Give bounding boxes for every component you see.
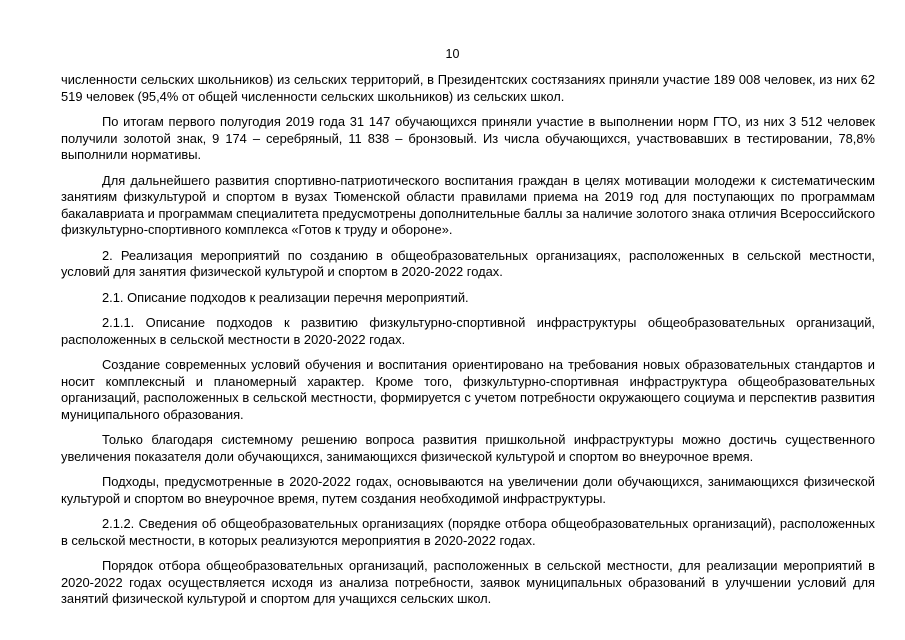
section-heading-2: 2. Реализация мероприятий по созданию в общеобразовательных организациях, расположенных в сельской местности, условий для занятия физической культурой и спортом в 2020-2022 годах. — [61, 247, 875, 279]
section-heading-2-1-2: 2.1.2. Сведения об общеобразовательных организациях (порядке отбора общеобразовательных организаций), расположенных в сельской местности, в которых реализуются мероприятия в 2020-2022 годах. — [61, 516, 875, 548]
paragraph-approaches: Подходы, предусмотренные в 2020-2022 годах, основываются на увеличении доли обучающихся, занимающихся физической культурой и спортом во внеурочное время, путем создания необходимой инфраструктуры. — [61, 474, 875, 506]
paragraph-continuation: численности сельских школьников) из сельских территорий, в Президентских состязаниях приняли участие 189 008 человек, из них 62 519 человек (95,4% от общей численности сельских школьников) из сельских школ. — [61, 72, 875, 104]
paragraph-university-bonus: Для дальнейшего развития спортивно-патриотического воспитания граждан в целях мотивации молодежи к систематическим занятиям физкультурой и спортом в вузах Тюменской области правилами приема на 2019 год для поступающих по программам бакалавриата и программам специалитета предусмотрены дополнительные баллы за наличие золотого знака отличия Всероссийского физкультурно-спортивного комплекса «Готов к труду и обороне». — [61, 172, 875, 237]
paragraph-selection-procedure: Порядок отбора общеобразовательных организаций, расположенных в сельской местности, для реализации мероприятий в 2020-2022 годах осуществляется исходя из анализа потребности, заявок муниципальных образований в улучшении условий для занятий физической культурой и спортом для учащихся сельских школ. — [61, 558, 875, 606]
paragraph-modern-conditions: Создание современных условий обучения и воспитания ориентировано на требования новых образовательных стандартов и носит комплексный и планомерный характер. Кроме того, физкультурно-спортивная инфраструктура общеобразовательных организаций, расположенных в сельской местности, формируется с учетом потребности окружающего социума и перспектив развития муниципального образования. — [61, 357, 875, 422]
document-body — [61, 72, 875, 617]
section-heading-2-1-1: 2.1.1. Описание подходов к развитию физкультурно-спортивной инфраструктуры общеобразовательных организаций, расположенных в сельской местности в 2020-2022 годах. — [61, 315, 875, 347]
paragraph-gto-results: По итогам первого полугодия 2019 года 31 147 обучающихся приняли участие в выполнении норм ГТО, из них 3 512 человек получили золотой знак, 9 174 – серебряный, 11 838 – бронзовый. Из числа обучающихся, участвовавших в тестировании, 78,8% выполнили нормативы. — [61, 114, 875, 162]
page-number: 10 — [445, 47, 460, 61]
paragraph-systemic-solution: Только благодаря системному решению вопроса развития пришкольной инфраструктуры можно достичь существенного увеличения показателя доли обучающихся, занимающихся физической культурой и спортом во внеурочное время. — [61, 432, 875, 464]
section-heading-2-1: 2.1. Описание подходов к реализации перечня мероприятий. — [102, 289, 469, 305]
